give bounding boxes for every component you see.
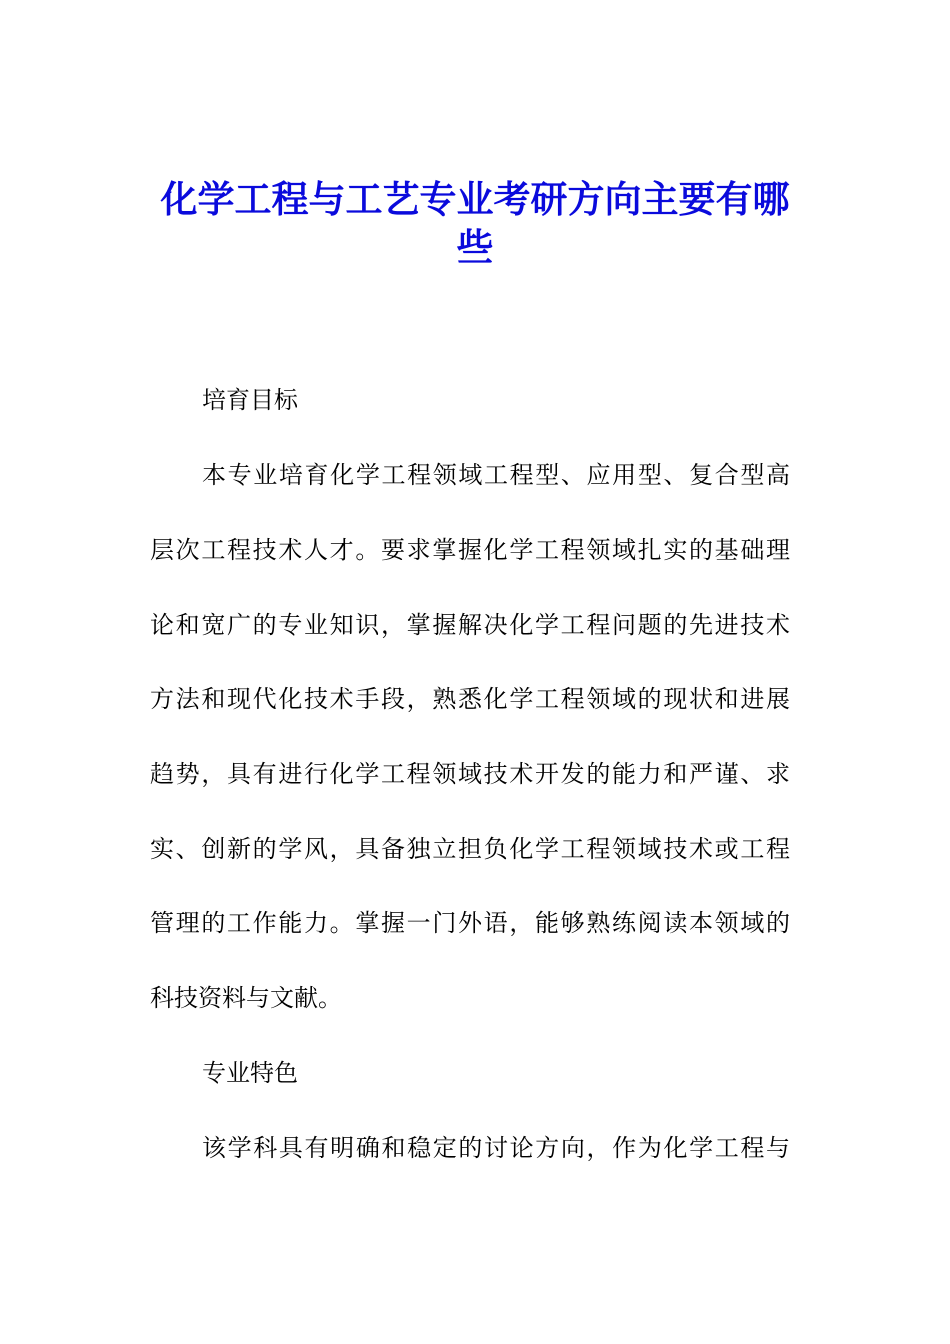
paragraph-line: 趋势，具有进行化学工程领域技术开发的能力和严谨、求 xyxy=(150,760,790,788)
paragraph-line: 论和宽广的专业知识，掌握解决化学工程问题的先进技术 xyxy=(150,611,790,639)
paragraph-line: 实、创新的学风，具备独立担负化学工程领域技术或工程 xyxy=(150,835,790,863)
paragraph-line: 管理的工作能力。掌握一门外语，能够熟练阅读本领域的 xyxy=(150,909,790,937)
paragraph-line: 方法和现代化技术手段，熟悉化学工程领域的现状和进展 xyxy=(150,685,790,713)
paragraph-line: 层次工程技术人才。要求掌握化学工程领域扎实的基础理 xyxy=(150,536,790,564)
section-heading-specialty-features: 专业特色 xyxy=(202,1059,298,1087)
title-line-1: 化学工程与工艺专业考研方向主要有哪 xyxy=(160,178,790,221)
title-line-2: 些 xyxy=(456,226,494,269)
section-heading-training-goals: 培育目标 xyxy=(202,386,298,414)
paragraph-line: 该学科具有明确和稳定的讨论方向，作为化学工程与 xyxy=(202,1134,790,1162)
document-title xyxy=(140,176,810,272)
paragraph-line: 本专业培育化学工程领域工程型、应用型、复合型高 xyxy=(202,461,790,489)
paragraph-line: 科技资料与文献。 xyxy=(150,984,342,1012)
